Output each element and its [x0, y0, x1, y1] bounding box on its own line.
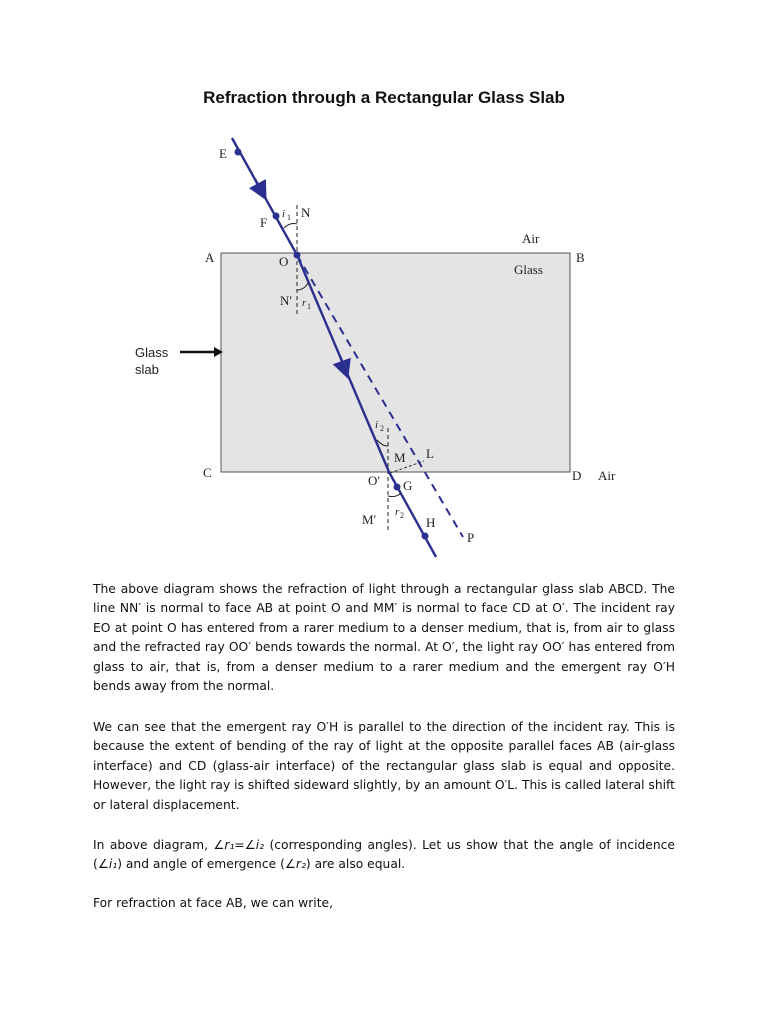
label-g: G — [403, 478, 413, 493]
paragraph-2: We can see that the emergent ray O′H is parallel to the direction of the incident ray. This is because the extent of bending of the ray of light at the opposite parallel faces AB (air-glass interface) and CD (glass-air interface) of the rectangular glass slab is equal and opposite. However, the light ray is shifted sideward slightly, by an amount O′L. This is called lateral shift or lateral displacement. — [93, 720, 675, 812]
label-i2: i — [375, 419, 379, 431]
point-o — [294, 252, 301, 259]
label-e: E — [219, 146, 227, 161]
paragraph-3-mid2: ) and angle of emergence ( — [117, 857, 285, 872]
incident-ray-arrow — [255, 179, 262, 192]
label-glass: Glass — [514, 262, 543, 277]
page-title: Refraction through a Rectangular Glass Slab — [203, 88, 565, 107]
label-n: N — [301, 205, 311, 220]
label-air-bottom: Air — [598, 468, 616, 483]
incident-ray — [232, 138, 297, 255]
paragraph-1: The above diagram shows the refraction of light through a rectangular glass slab ABCD. The line NN′ is normal to face AB at point O and MM′ is normal to face CD at O′. The incident ray EO at point O has entered from a rarer medium to a denser medium, that is, from air to glass and the refracted ray OO′ bends towards the normal. At O′, the light ray OO′ has entered from glass to air, that is, from a denser medium to a rarer medium and the emergent ray O′H bends away from the normal. — [93, 582, 675, 694]
label-i1: i — [282, 208, 286, 220]
point-e — [235, 149, 242, 156]
label-b: B — [576, 250, 585, 265]
label-air-top: Air — [522, 231, 540, 246]
angle-incidence: ∠i₁ — [97, 857, 118, 872]
angle-emergence: ∠r₂ — [284, 857, 306, 872]
label-m: M — [394, 450, 406, 465]
label-o: O — [279, 254, 289, 269]
paragraph-3-post: ) are also equal. — [305, 857, 406, 872]
label-r1: r — [302, 297, 307, 309]
label-f: F — [260, 215, 268, 230]
label-i2-sub: 2 — [380, 424, 384, 433]
paragraph-3-mid: (corresponding angles). Let us show that the angle of incidence ( — [93, 838, 675, 872]
point-g — [394, 484, 401, 491]
label-r2: r — [395, 506, 400, 518]
label-n-prime: N′ — [280, 293, 293, 308]
label-d: D — [572, 468, 582, 483]
point-f — [273, 213, 280, 220]
label-o-prime: O′ — [368, 473, 381, 488]
glass-slab — [221, 253, 570, 472]
label-m-prime: M′ — [362, 512, 377, 527]
label-p: P — [467, 530, 475, 545]
equation-r1-i2: ∠r₁=∠i₂ — [213, 838, 265, 852]
label-i1-sub: 1 — [287, 213, 291, 222]
point-h — [422, 533, 429, 540]
label-glass-slab-1: Glass — [135, 345, 169, 360]
label-glass-slab-2: slab — [135, 362, 159, 377]
label-r2-sub: 2 — [400, 511, 404, 520]
label-h: H — [426, 515, 436, 530]
label-l: L — [426, 446, 434, 461]
angle-r2-arc — [388, 493, 401, 497]
label-a: A — [205, 250, 215, 265]
angle-i1-arc — [284, 224, 297, 229]
paragraph-4: For refraction at face AB, we can write, — [93, 896, 334, 910]
paragraph-3 — [93, 836, 675, 875]
label-c: C — [203, 465, 212, 480]
paragraph-3-pre: In above diagram, — [93, 838, 214, 852]
label-r1-sub: 1 — [307, 302, 311, 311]
